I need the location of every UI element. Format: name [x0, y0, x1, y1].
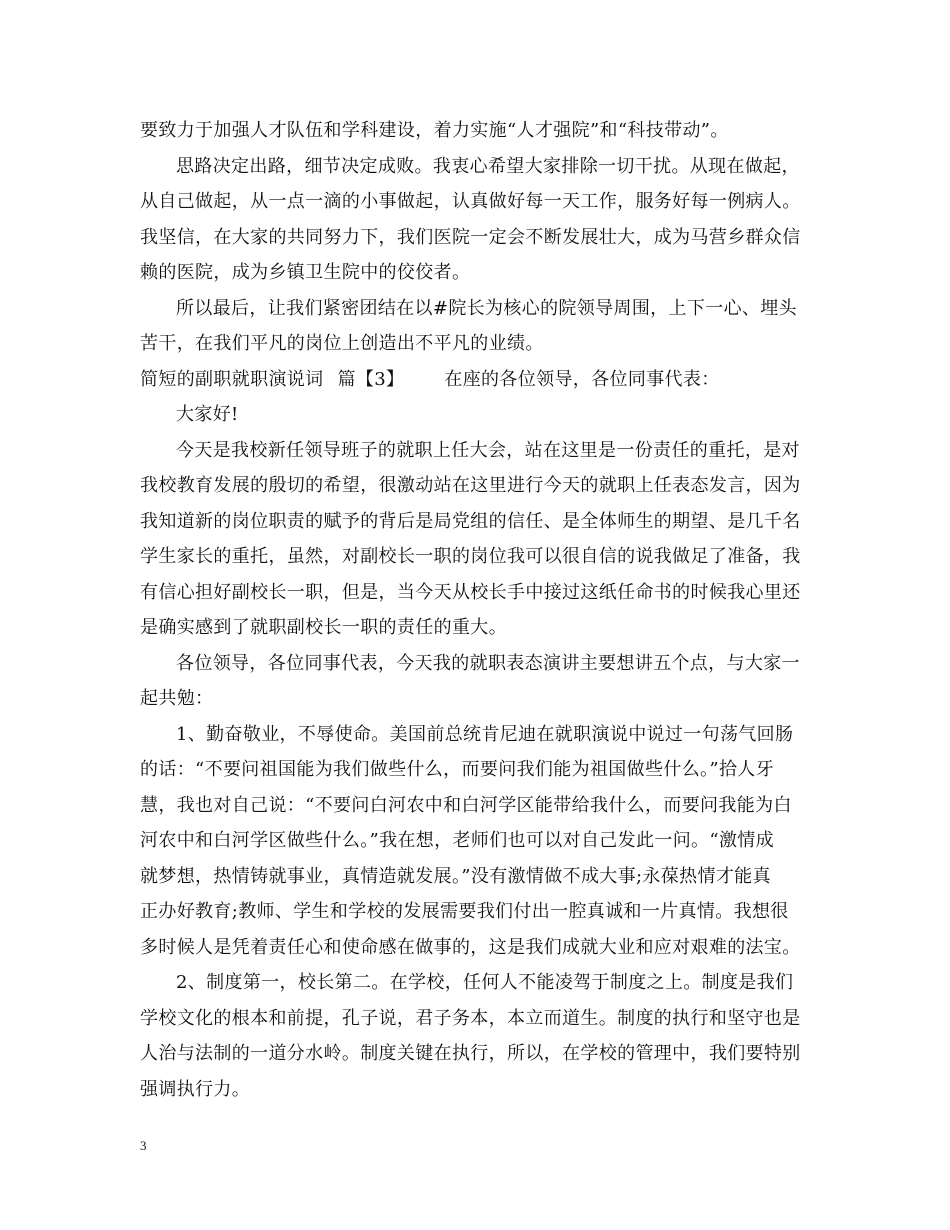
text-line: 2、制度第一，校长第二。在学校，任何人不能凌驾于制度之上。制度是我们: [176, 972, 794, 993]
text-line: 我坚信，在大家的共同努力下，我们医院一定会不断发展壮大，成为马营乡群众信: [140, 226, 801, 248]
text-line: 要致力于加强人才队伍和学科建设，着力实施“人才强院”和“科技带动”。: [140, 120, 729, 141]
text-line: 从自己做起，从一点一滴的小事做起，认真做好每一天工作，服务好每一例病人。: [140, 191, 801, 212]
text-line: 今天是我校新任领导班子的就职上任大会，站在这里是一份责任的重托，是对: [176, 439, 800, 461]
text-line: 慧，我也对自己说：“不要问白河农中和白河学区能带给我什么，而要问我能为白: [140, 794, 792, 816]
text-line: 所以最后，让我们紧密团结在以#院长为核心的院领导周围，上下一心、埋头: [176, 297, 797, 319]
text-line: 正办好教育;教师、学生和学校的发展需要我们付出一腔真诚和一片真情。我想很: [140, 901, 789, 922]
text-line: 多时候人是凭着责任心和使命感在做事的，这是我们成就大业和应对艰难的法宝。: [140, 936, 801, 958]
section-heading: [140, 362, 810, 398]
text-line: 1、勤奋敬业，不辱使命。美国前总统肯尼迪在就职演说中说过一句荡气回肠: [176, 723, 794, 745]
page-number: 3: [140, 1138, 147, 1153]
text-line: 赖的医院，成为乡镇卫生院中的佼佼者。: [140, 262, 471, 283]
document-body: [140, 113, 810, 1107]
text-line: 学生家长的重托，虽然，对副校长一职的岗位我可以很自信的说我做足了准备，我: [140, 546, 801, 567]
text-line: 大家好!: [176, 404, 239, 425]
text-line: 河农中和白河学区做些什么。”我在想，老师们也可以对自己发此一问。“激情成: [140, 830, 775, 851]
text-line: 学校文化的根本和前提，孔子说，君子务本，本立而道生。制度的执行和坚守也是: [140, 1007, 801, 1029]
text-line: 人治与法制的一道分水岭。制度关键在执行，所以，在学校的管理中，我们要特别: [140, 1043, 801, 1064]
heading-greeting: 在座的各位领导，各位同事代表：: [444, 368, 720, 390]
text-line: 的话：“不要问祖国能为我们做些什么，而要问我们能为祖国做些什么。”拾人牙: [140, 759, 775, 780]
text-line: 强调执行力。: [140, 1078, 251, 1100]
heading-title: 简短的副职就职演说词: [140, 368, 324, 390]
text-line: 就梦想，热情铸就事业，真情造就发展。”没有激情做不成大事;永葆热情才能真: [140, 865, 771, 887]
text-line: 起共勉：: [140, 688, 214, 709]
text-line: 有信心担好副校长一职，但是，当今天从校长手中接过这纸任命书的时候我心里还: [140, 581, 801, 603]
text-line: 各位领导，各位同事代表，今天我的就职表态演讲主要想讲五个点，与大家一: [176, 652, 800, 674]
text-line: 是确实感到了就职副校长一职的责任的重大。: [140, 617, 507, 638]
text-line: 我校教育发展的殷切的希望，很激动站在这里进行今天的就职上任表态发言，因为: [140, 475, 801, 496]
text-line: 苦干，在我们平凡的岗位上创造出不平凡的业绩。: [140, 333, 544, 354]
text-line: 我知道新的岗位职责的赋予的背后是局党组的信任、是全体师生的期望、是几千名: [140, 510, 801, 532]
heading-section: 篇【3】: [337, 368, 405, 390]
text-line: 思路决定出路，细节决定成败。我衷心希望大家排除一切干扰。从现在做起，: [176, 155, 800, 177]
